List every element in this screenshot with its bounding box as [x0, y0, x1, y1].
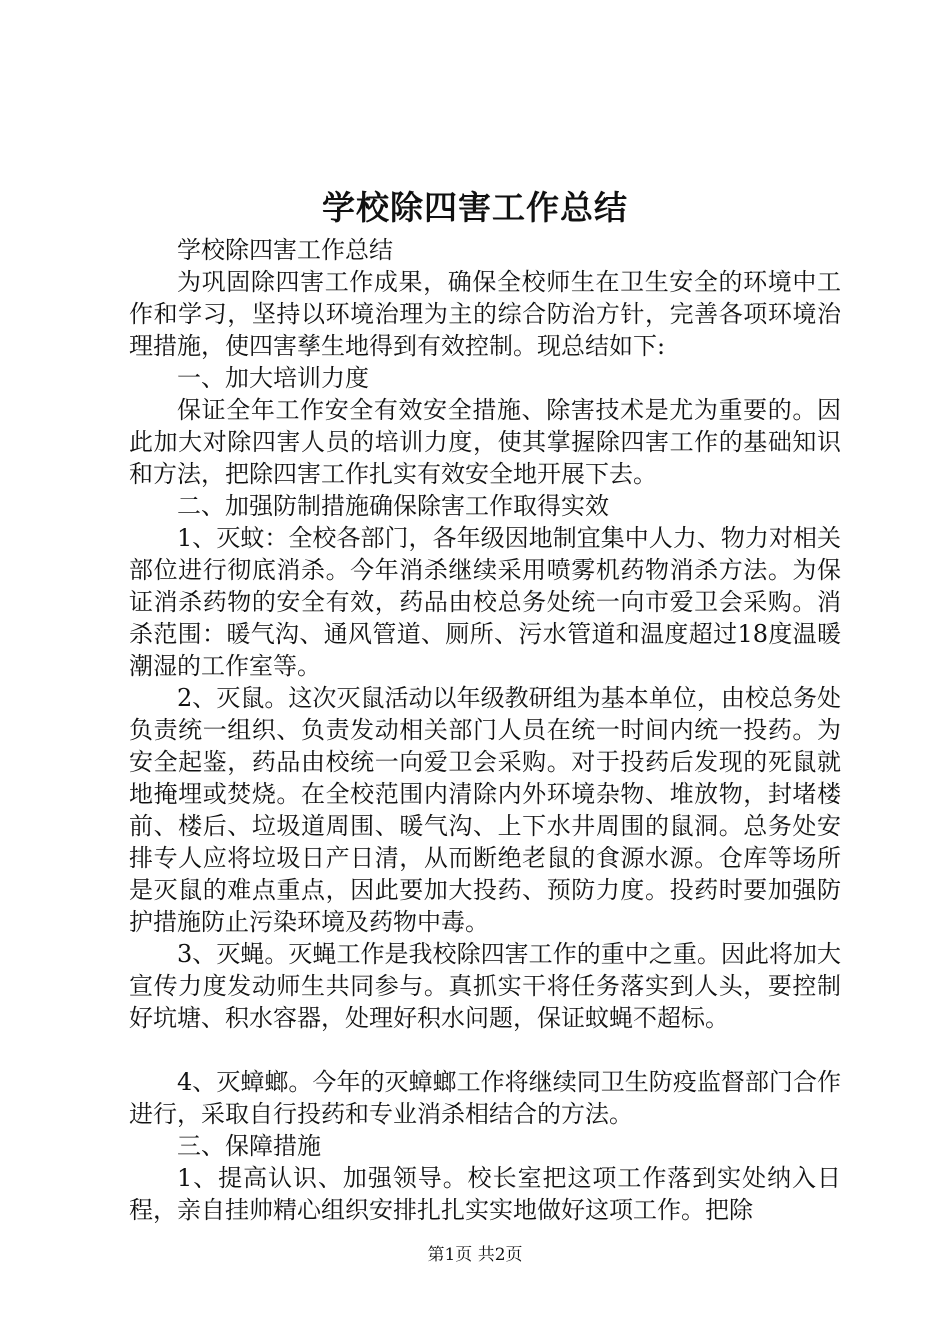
section-heading-guarantee: 三、保障措施 — [177, 1132, 321, 1160]
paragraph-training: 保证全年工作安全有效安全措施、除害技术是尤为重要的。因此加大对除四害人员的培训力度，使其掌握除四害工作的基础知识和方法，把除四害工作扎实有效安全地开展下去。 — [129, 396, 841, 488]
document-body — [129, 234, 841, 1226]
document-title: 学校除四害工作总结 — [322, 188, 628, 227]
section-heading-training: 一、加大培训力度 — [177, 364, 369, 392]
paragraph-cockroach: 4、灭蟑螂。今年的灭蟑螂工作将继续同卫生防疫监督部门合作进行，采取自行投药和专业消杀相结合的方法。 — [129, 1068, 841, 1128]
paragraph-intro: 为巩固除四害工作成果，确保全校师生在卫生安全的环境中工作和学习，坚持以环境治理为主的综合防治方针，完善各项环境治理措施，使四害孳生地得到有效控制。现总结如下: — [129, 268, 841, 360]
paragraph-fly: 3、灭蝇。灭蝇工作是我校除四害工作的重中之重。因此将加大宣传力度发动师生共同参与。真抓实干将任务落实到人头，要控制好坑塘、积水容器，处理好积水问题，保证蚊蝇不超标。 — [129, 940, 841, 1032]
section-heading-measures: 二、加强防制措施确保除害工作取得实效 — [177, 492, 609, 520]
paragraph-heading-repeat: 学校除四害工作总结 — [177, 236, 393, 264]
blank-line — [129, 1034, 841, 1066]
paragraph-rat: 2、灭鼠。这次灭鼠活动以年级教研组为基本单位，由校总务处负责统一组织、负责发动相关部门人员在统一时间内统一投药。为安全起鉴，药品由校统一向爱卫会采购。对于投药后发现的死鼠就地掩埋或焚烧。在全校范围内清除内外环境杂物、堆放物，封堵楼前、楼后、垃圾道周围、暖气沟、上下水井周围的鼠洞。总务处安排专人应将垃圾日产日清，从而断绝老鼠的食源水源。仓库等场所是灭鼠的难点重点，因此要加大投药、预防力度。投药时要加强防护措施防止污染环境及药物中毒。 — [129, 684, 841, 936]
page-number-footer: 第1页 共2页 — [427, 1245, 523, 1265]
paragraph-mosquito: 1、灭蚊：全校各部门，各年级因地制宜集中人力、物力对相关部位进行彻底消杀。今年消杀继续采用喷雾机药物消杀方法。为保证消杀药物的安全有效，药品由校总务处统一向市爱卫会采购。消杀范围：暖气沟、通风管道、厕所、污水管道和温度超过18度温暖潮湿的工作室等。 — [129, 524, 841, 680]
paragraph-leadership: 1、提高认识、加强领导。校长室把这项工作落到实处纳入日程，亲自挂帅精心组织安排扎扎实实地做好这项工作。把除 — [129, 1164, 841, 1224]
